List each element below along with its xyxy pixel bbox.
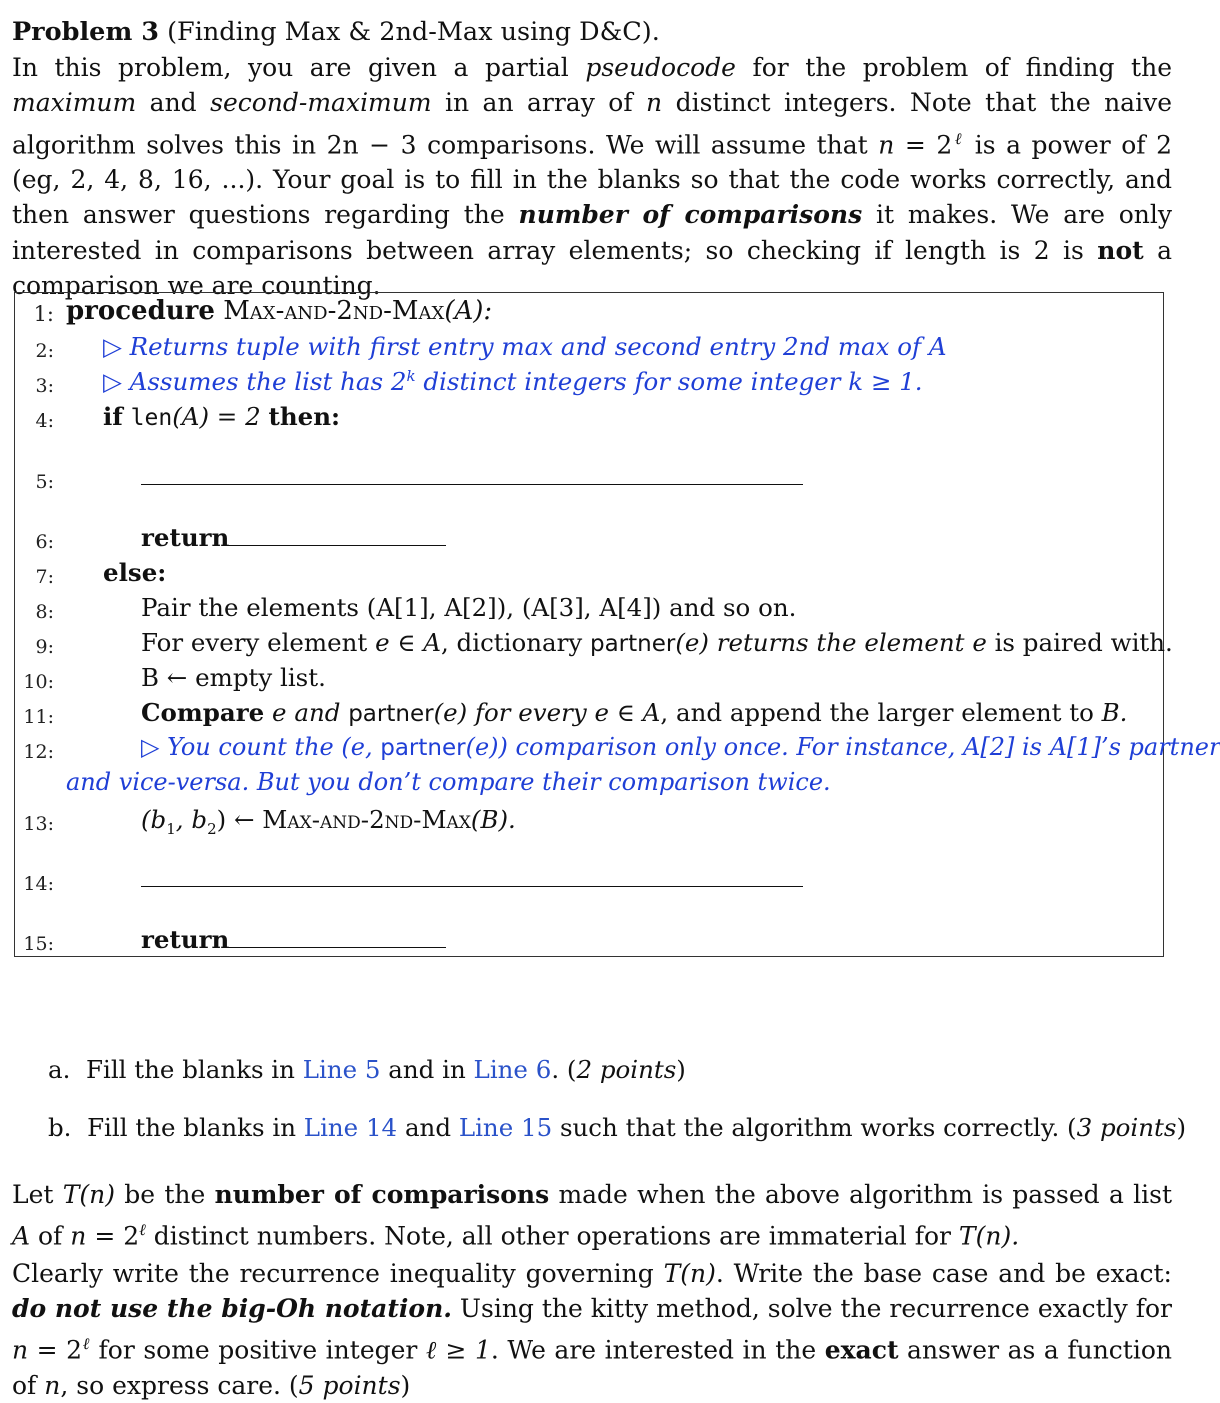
code-line-9: For every element e ∈ A, dictionary partner(e) returns the element e is paired with. [141,628,1173,657]
line-number: 8: [35,601,54,623]
code-comment-assumes: ▷ Assumes the list has 2$^k$ distinct integers for some integer k ≥ 1. [103,367,923,397]
line-number: 11: [23,706,54,728]
blank-line-14[interactable] [141,886,803,887]
line-number: 1: [33,302,54,326]
line-number: 12: [23,741,54,763]
code-line-6: return [141,523,230,552]
blank-line-6[interactable] [228,545,446,546]
code-line-15: return [141,925,230,954]
link-line-15[interactable]: Line 15 [458,1113,553,1142]
line-number: 5: [35,471,54,493]
link-line-14[interactable]: Line 14 [303,1113,398,1142]
code-line-4: if len(A) = 2 then: [103,402,341,431]
line-number: 13: [23,813,54,835]
code-line-8: Pair the elements (A[1], A[2]), (A[3], A[4]) and so on. [141,593,797,622]
blank-line-15[interactable] [228,947,446,948]
code-comment-wrap: and vice-versa. But you don’t compare their comparison twice. [66,768,831,796]
problem-statement: Problem 3 (Finding Max & 2nd-Max using D&C). In this problem, you are given a partial pseudocode for the problem of finding the maximum and second-maximum in an array of n distinct integers. Note that the naive algorithm solves this in 2n − 3 comparisons. We will assume that $n = 2^\ell$ is a power of 2 (eg, 2, 4, 8, 16, ...). Your goal is to fill in the blanks so that the code works correctly, and then answer questions regarding the number of comparisons it makes. We are only interested in comparisons between array elements; so checking if length is 2 is not a comparison we are counting. [12,17,1173,300]
line-number: 15: [23,933,54,955]
line-number: 14: [23,873,54,895]
link-line-5[interactable]: Line 5 [302,1055,381,1084]
line-number: 4: [35,410,54,432]
question-b: b. Fill the blanks in Line 14 and Line 15 such that the algorithm works correctly. (3 points) [48,1113,1187,1142]
line-number: 10: [23,671,54,693]
recurrence-question: Clearly write the recurrence inequality governing T(n). Write the base case and be exact: do not use the big-Oh notation. Using the kitty method, solve the recurrence exactly for $n = 2^\ell$ for some positive integer ℓ ≥ 1. We are interested in the exact answer as a function of n, so express care. (5 points) [12,1259,1173,1400]
code-comment-returns: ▷ Returns tuple with first entry max and second entry 2nd max of A [103,332,947,361]
code-line-1: procedure Max-and-2nd-Max(A): [66,296,493,326]
line-number: 2: [35,340,54,362]
question-a: a. Fill the blanks in Line 5 and in Line 6. (2 points) [48,1055,686,1084]
line-number: 6: [35,531,54,553]
code-line-10: B ← empty list. [141,663,326,692]
code-comment-count-once: ▷ You count the (e, partner(e)) comparison only once. For instance, A[2] is A[1]’s partner [141,733,1220,761]
code-line-7: else: [103,558,167,587]
line-number: 9: [35,636,54,658]
tn-definition: Let T(n) be the number of comparisons made when the above algorithm is passed a list A of $n = 2^\ell$ distinct numbers. Note, all other operations are immaterial for T(n). [12,1180,1172,1251]
problem-title: Problem 3 (Finding Max & 2nd-Max using D&C). [12,17,660,47]
code-line-11: Compare e and partner(e) for every e ∈ A, and append the larger element to B. [141,698,1128,727]
link-line-6[interactable]: Line 6 [473,1055,552,1084]
blank-line-5[interactable] [141,484,803,485]
code-line-13: ($b_1$, $b_2$) ← Max-and-2nd-Max(B). [141,805,516,838]
line-number: 7: [35,566,54,588]
line-number: 3: [35,375,54,397]
